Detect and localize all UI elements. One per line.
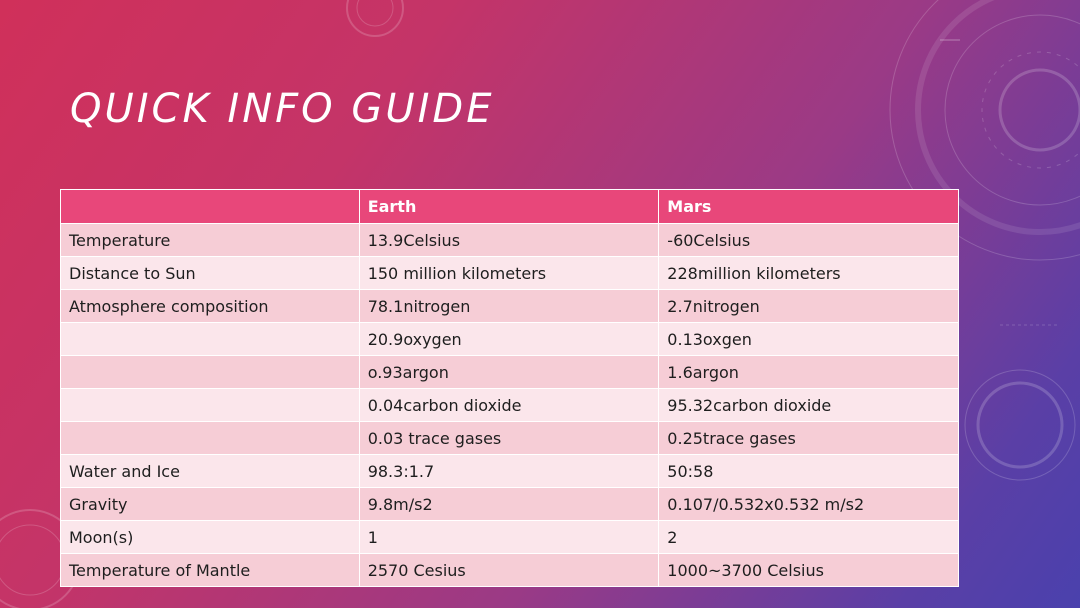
row-label: Temperature of Mantle bbox=[61, 554, 360, 587]
row-label bbox=[61, 356, 360, 389]
mars-value: 1000~3700 Celsius bbox=[659, 554, 959, 587]
earth-value: 2570 Cesius bbox=[359, 554, 659, 587]
row-label bbox=[61, 389, 360, 422]
earth-value: 9.8m/s2 bbox=[359, 488, 659, 521]
earth-value: 1 bbox=[359, 521, 659, 554]
row-label: Atmosphere composition bbox=[61, 290, 360, 323]
table-row bbox=[61, 422, 959, 455]
table-row bbox=[61, 488, 959, 521]
table-header-row bbox=[61, 190, 959, 224]
earth-value: o.93argon bbox=[359, 356, 659, 389]
table-row bbox=[61, 455, 959, 488]
header-cell-mars: Mars bbox=[659, 190, 959, 224]
earth-value: 150 million kilometers bbox=[359, 257, 659, 290]
table-row bbox=[61, 257, 959, 290]
row-label: Water and Ice bbox=[61, 455, 360, 488]
table-row bbox=[61, 521, 959, 554]
row-label bbox=[61, 422, 360, 455]
header-cell-blank bbox=[61, 190, 360, 224]
row-label: Temperature bbox=[61, 224, 360, 257]
mars-value: 0.25trace gases bbox=[659, 422, 959, 455]
earth-value: 20.9oxygen bbox=[359, 323, 659, 356]
row-label bbox=[61, 323, 360, 356]
earth-value: 0.03 trace gases bbox=[359, 422, 659, 455]
table-row bbox=[61, 224, 959, 257]
table-row bbox=[61, 389, 959, 422]
earth-value: 13.9Celsius bbox=[359, 224, 659, 257]
earth-value: 0.04carbon dioxide bbox=[359, 389, 659, 422]
mars-value: 0.13oxgen bbox=[659, 323, 959, 356]
table-row bbox=[61, 356, 959, 389]
mars-value: 50:58 bbox=[659, 455, 959, 488]
mars-value: 2 bbox=[659, 521, 959, 554]
mars-value: 1.6argon bbox=[659, 356, 959, 389]
info-table bbox=[60, 189, 959, 587]
table-row bbox=[61, 554, 959, 587]
table-row bbox=[61, 323, 959, 356]
mars-value: 228million kilometers bbox=[659, 257, 959, 290]
header-cell-earth: Earth bbox=[359, 190, 659, 224]
table-row bbox=[61, 290, 959, 323]
mars-value: 2.7nitrogen bbox=[659, 290, 959, 323]
row-label: Gravity bbox=[61, 488, 360, 521]
slide-title: QUICK INFO GUIDE bbox=[70, 86, 495, 132]
mars-value: -60Celsius bbox=[659, 224, 959, 257]
mars-value: 0.107/0.532x0.532 m/s2 bbox=[659, 488, 959, 521]
earth-value: 78.1nitrogen bbox=[359, 290, 659, 323]
mars-value: 95.32carbon dioxide bbox=[659, 389, 959, 422]
earth-value: 98.3:1.7 bbox=[359, 455, 659, 488]
row-label: Moon(s) bbox=[61, 521, 360, 554]
row-label: Distance to Sun bbox=[61, 257, 360, 290]
